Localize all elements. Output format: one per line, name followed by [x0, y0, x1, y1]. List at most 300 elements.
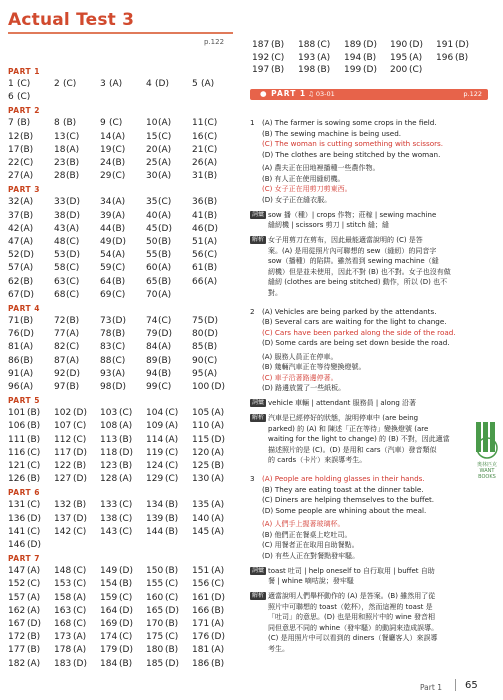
- answer-choice: (A): [112, 131, 126, 142]
- question-number: 189: [344, 40, 362, 50]
- question-number: 112: [54, 434, 72, 445]
- explanation-line: 描述照片的是 (C)。(D) 是用和 cars（汽車）發音類似: [268, 445, 437, 454]
- answer-choice: (A): [73, 632, 87, 643]
- answer-key-panel: [0, 0, 245, 700]
- question-number: 109: [146, 421, 164, 432]
- answer-choice: (A): [165, 434, 179, 445]
- answer-choice: (B): [27, 474, 41, 485]
- question-number: 187: [252, 40, 270, 50]
- answer-choice: (C): [112, 342, 126, 353]
- answer-choice: (C): [165, 474, 179, 485]
- question-number: 53: [54, 250, 66, 261]
- answer-choice: (B): [455, 52, 469, 63]
- question-number: 140: [192, 513, 210, 524]
- answer-choice: (B): [27, 434, 41, 445]
- answer-choice: (D): [112, 237, 126, 247]
- answer-choice: (D): [27, 619, 41, 629]
- question-number: 150: [146, 566, 164, 577]
- question-number: 42: [8, 223, 20, 234]
- answer-choice: (C): [27, 526, 41, 537]
- question-number: 88: [100, 355, 112, 366]
- question-number: 128: [100, 474, 118, 485]
- question-number: 97: [54, 382, 66, 392]
- answer-choice: (A): [158, 210, 172, 221]
- explanation-line: 女子用剪刀在剪布，因此最能適當說明的 (C) 是答: [268, 236, 423, 244]
- question-number: 90: [192, 355, 204, 366]
- question-number: 43: [54, 223, 66, 234]
- option-line: (D) Some cards are being set down beside the road.: [262, 338, 450, 348]
- answer-choice: (B): [20, 131, 34, 142]
- answer-choice: (C): [66, 131, 80, 142]
- explanation-line: 對。: [268, 288, 282, 297]
- answer-choice: (C): [66, 276, 80, 287]
- answer-choice: (C): [112, 355, 126, 366]
- question-number: 135: [192, 500, 210, 511]
- answer-choice: (D): [119, 566, 133, 577]
- answer-choice: (D): [66, 368, 80, 379]
- answer-choice: (C): [409, 65, 423, 75]
- answer-choice: (B): [119, 658, 133, 669]
- answer-choice: (C): [63, 79, 77, 89]
- explanation-line: parked) 的 (A) 和 陳述「正在等待」變換燈號 (are: [268, 424, 429, 433]
- question-number: 59: [100, 263, 112, 274]
- answer-choice: (D): [211, 434, 225, 445]
- explanation-line: 照片中可聯想的 toast（乾杯），然而這裡的 toast 是: [268, 602, 433, 611]
- question-number: 69: [100, 289, 112, 300]
- answer-choice: (C): [66, 263, 80, 274]
- question-number: 16: [192, 131, 204, 142]
- answer-choice: (C): [27, 461, 41, 471]
- question-number: 137: [54, 513, 72, 524]
- question-number: 46: [192, 223, 204, 234]
- option-line: (D) The clothes are being stitched by the woman.: [262, 149, 441, 159]
- answer-choice: (B): [158, 250, 172, 261]
- option-line: (B) 幾輛汽車正在等待變換燈號。: [262, 363, 366, 372]
- question-number: 75: [192, 316, 204, 326]
- answer-choice: (A): [158, 144, 172, 155]
- question-number: 131: [8, 500, 26, 511]
- question-number: 38: [54, 210, 66, 221]
- question-number: 116: [8, 447, 26, 458]
- answer-choice: (D): [73, 474, 87, 485]
- question-number: 2: [54, 79, 60, 89]
- answer-choice: (C): [158, 131, 172, 142]
- question-number: 76: [8, 329, 20, 340]
- answer-choice: (C): [204, 131, 218, 142]
- question-number: 164: [100, 605, 118, 616]
- question-number: 13: [54, 131, 66, 142]
- answer-choice: (C): [66, 342, 80, 353]
- explanation-line: waiting for the light to change) 的 (B) 不對，因此適當: [268, 435, 450, 443]
- explanation-line: 適當說明人們舉杯動作的 (A) 是答案。(B) 雖然用了從: [268, 592, 436, 600]
- answer-choice: (C): [17, 92, 31, 103]
- answer-choice: (C): [211, 579, 225, 590]
- question-number: 37: [8, 210, 20, 221]
- answer-choice: (B): [211, 605, 225, 616]
- answer-choice: (D): [73, 513, 87, 524]
- answer-choice: (C): [66, 289, 80, 300]
- question-number: 7: [8, 118, 14, 129]
- part-heading: PART 5: [8, 396, 40, 406]
- answer-choice: (A): [20, 237, 34, 247]
- answer-choice: (B): [158, 355, 172, 366]
- answer-choice: (D): [204, 223, 218, 234]
- question-number: 148: [54, 566, 72, 577]
- question-number: 160: [146, 592, 164, 603]
- answer-choice: (D): [27, 513, 41, 524]
- explanation-line: 考生。: [268, 644, 289, 653]
- answer-choice: (C): [158, 197, 172, 208]
- question-number: 92: [54, 368, 66, 379]
- answer-choice: (D): [66, 197, 80, 208]
- explanation-tag: 解析: [252, 236, 265, 243]
- answer-choice: (B): [204, 210, 218, 221]
- question-number: 11: [192, 118, 204, 129]
- option-line: (A) The farmer is sowing some crops in the field.: [262, 118, 437, 127]
- question-number: 156: [192, 579, 210, 590]
- answer-choice: (C): [112, 289, 126, 300]
- answer-choice: (D): [119, 447, 133, 458]
- question-number: 111: [8, 434, 26, 445]
- question-number: 185: [146, 658, 164, 669]
- answer-choice: (B): [165, 619, 179, 629]
- question-number: 74: [146, 316, 158, 326]
- question-number: 77: [54, 329, 66, 340]
- answer-choice: (B): [63, 118, 77, 129]
- question-number: 50: [146, 237, 158, 247]
- answer-choice: (B): [73, 461, 87, 471]
- question-number: 114: [146, 434, 164, 445]
- explanation-line: (C) 是用照片中可以看到的 diners（餐廳客人）來誤導: [268, 634, 438, 642]
- question-number: 62: [8, 276, 20, 287]
- answer-choice: (A): [211, 645, 225, 656]
- question-number: 194: [344, 52, 362, 63]
- question-number: 55: [146, 250, 158, 261]
- question-number: 83: [100, 342, 112, 353]
- question-number: 47: [8, 237, 20, 247]
- answer-choice: (D): [27, 540, 41, 550]
- question-number: 182: [8, 658, 26, 669]
- answer-choice: (A): [211, 526, 225, 537]
- answer-choice: (C): [204, 144, 218, 155]
- answer-choice: (B): [204, 263, 218, 274]
- answer-choice: (B): [27, 408, 41, 419]
- question-number: 15: [146, 131, 158, 142]
- question-number: 123: [100, 461, 118, 471]
- question-number: 91: [8, 368, 20, 379]
- question-number: 127: [54, 474, 72, 485]
- answer-choice: (A): [73, 592, 87, 603]
- answer-choice: (A): [211, 408, 225, 419]
- answer-choice: (A): [211, 447, 225, 458]
- question-number: 84: [146, 342, 158, 353]
- question-number: 9: [100, 118, 106, 129]
- question-number: 178: [54, 645, 72, 656]
- question-number: 45: [146, 223, 158, 234]
- answer-choice: (C): [204, 355, 218, 366]
- answer-choice: (B): [66, 382, 80, 392]
- answer-choice: (C): [109, 118, 123, 129]
- answer-choice: (B): [204, 342, 218, 353]
- question-number: 36: [192, 197, 204, 208]
- question-number: 145: [192, 526, 210, 537]
- question-number: 118: [100, 447, 118, 458]
- answer-choice: (D): [211, 382, 225, 392]
- answer-choice: (A): [211, 500, 225, 511]
- question-number: 157: [8, 592, 26, 603]
- explanation-line: 汽車是已經停好的狀態，說明停車中 (are being: [268, 414, 419, 422]
- answer-choice: (B): [165, 500, 179, 511]
- footer-divider: [455, 679, 456, 691]
- question-number: 188: [298, 40, 316, 50]
- question-number: 200: [390, 65, 408, 75]
- answer-choice: (A): [66, 223, 80, 234]
- question-number: 44: [100, 223, 112, 234]
- question-number: 180: [146, 645, 164, 656]
- vocabulary-line: 縫紉機 | scissors 剪刀 | stitch 縫；縫: [268, 221, 389, 230]
- question-number: 198: [298, 65, 316, 75]
- answer-choice: (D): [211, 632, 225, 643]
- answer-choice: (B): [317, 65, 331, 75]
- vocabulary-line: toast 吐司 | help oneself to 自行取用 | buffet 自助: [268, 566, 435, 575]
- answer-choice: (C): [271, 52, 285, 63]
- question-number: 10: [146, 118, 158, 129]
- answer-choice: (C): [73, 619, 87, 629]
- answer-choice: (B): [165, 566, 179, 577]
- answer-choice: (D): [119, 645, 133, 656]
- answer-choice: (C): [158, 316, 172, 326]
- answer-choice: (B): [158, 276, 172, 287]
- question-number: 117: [54, 447, 72, 458]
- question-number: 100: [192, 382, 210, 392]
- library-logo-icon: [474, 418, 500, 460]
- answer-choice: (C): [66, 237, 80, 247]
- question-number: 165: [146, 605, 164, 616]
- answer-choice: (A): [27, 658, 41, 669]
- answer-choice: (A): [112, 210, 126, 221]
- answer-choice: (B): [158, 368, 172, 379]
- answer-choice: (A): [158, 289, 172, 300]
- answer-choice: (C): [73, 605, 87, 616]
- answer-choice: (A): [27, 592, 41, 603]
- answer-choice: (C): [119, 592, 133, 603]
- question-number: 186: [192, 658, 210, 669]
- explanation-line: 的 cards（卡片）來誤導考生。: [268, 456, 367, 464]
- option-line: (D) 女子正在縫衣服。: [262, 195, 332, 204]
- answer-choice: (B): [165, 526, 179, 537]
- option-line: (B) 有人正在使用縫紉機。: [262, 174, 345, 183]
- question-number: 163: [54, 605, 72, 616]
- answer-choice: (B): [20, 316, 34, 326]
- question-number: 177: [8, 645, 26, 656]
- answer-choice: (C): [165, 579, 179, 590]
- answer-choice: (A): [409, 52, 423, 63]
- question-number: 121: [8, 461, 26, 471]
- part1-label: ● PART 1: [260, 89, 307, 98]
- option-line: (A) Vehicles are being parked by the attendants.: [262, 306, 437, 316]
- question-number: 179: [100, 645, 118, 656]
- answer-choice: (D): [211, 592, 225, 603]
- question-number: 24: [100, 158, 112, 168]
- answer-choice: (A): [20, 382, 34, 392]
- explanation-tag: 解析: [252, 592, 265, 599]
- answer-choice: (D): [409, 40, 423, 50]
- question-number: 87: [54, 355, 66, 366]
- question-number: 151: [192, 566, 210, 577]
- title-underline: [8, 32, 233, 34]
- answer-choice: (A): [112, 368, 126, 379]
- answer-choice: (A): [112, 250, 126, 261]
- answer-choice: (A): [158, 263, 172, 274]
- part-heading: PART 2: [8, 106, 40, 116]
- answer-choice: (D): [73, 408, 87, 419]
- answer-choice: (C): [112, 171, 126, 182]
- question-number: 95: [192, 368, 204, 379]
- question-number: 25: [146, 158, 158, 168]
- question-number: 193: [298, 52, 316, 63]
- answer-choice: (A): [158, 171, 172, 182]
- question-number: 48: [54, 237, 66, 247]
- question-number: 4: [146, 79, 152, 89]
- question-number: 192: [252, 52, 270, 63]
- question-number: 125: [192, 461, 210, 471]
- answer-choice: (B): [211, 461, 225, 471]
- answer-choice: (B): [271, 40, 285, 50]
- answer-choice: (A): [165, 421, 179, 432]
- answer-choice: (B): [112, 276, 126, 287]
- option-line: (A) 服務人員正在停車。: [262, 352, 338, 361]
- question-number: 30: [146, 171, 158, 182]
- page-number: 65: [465, 680, 478, 691]
- answer-choice: (B): [119, 434, 133, 445]
- question-number: 197: [252, 65, 270, 75]
- question-number: 14: [100, 131, 112, 142]
- answer-choice: (B): [20, 144, 34, 155]
- answer-choice: (A): [158, 118, 172, 129]
- question-number: 96: [8, 382, 20, 392]
- answer-choice: (C): [27, 447, 41, 458]
- answer-choice: (A): [20, 263, 34, 274]
- question-number: 199: [344, 65, 362, 75]
- answer-choice: (B): [211, 658, 225, 669]
- part-heading: PART 1: [8, 67, 40, 76]
- explanation-line: sow（播種）的陷阱。雖然看到 sewing machine（縫: [268, 257, 439, 265]
- question-number: 2: [250, 306, 255, 316]
- answer-choice: (C): [119, 500, 133, 511]
- question-number: 184: [100, 658, 118, 669]
- answer-choice: (C): [119, 632, 133, 643]
- question-number: 102: [54, 408, 72, 419]
- part-heading: PART 6: [8, 488, 40, 498]
- question-number: 63: [54, 276, 66, 287]
- answer-choice: (C): [165, 632, 179, 643]
- answer-choice: (C): [112, 263, 126, 274]
- answer-choice: (B): [204, 171, 218, 182]
- question-number: 108: [100, 421, 118, 432]
- answer-choice: (D): [363, 40, 377, 50]
- question-number: 103: [100, 408, 118, 419]
- answer-choice: (B): [271, 65, 285, 75]
- option-line: (B) 他們正在餐桌上吃吐司。: [262, 530, 352, 539]
- answer-choice: (A): [66, 355, 80, 366]
- answer-choice: (D): [66, 210, 80, 221]
- question-number: 153: [54, 579, 72, 590]
- question-number: 190: [390, 40, 408, 50]
- answer-choice: (C): [27, 500, 41, 511]
- audio-track-label: ♫ 03-01: [308, 90, 335, 98]
- question-number: 105: [192, 408, 210, 419]
- option-line: (D) Some people are whining about the meal.: [262, 505, 427, 515]
- answer-choice: (A): [204, 276, 218, 287]
- answer-choice: (D): [165, 658, 179, 669]
- question-number: 141: [8, 526, 26, 537]
- question-number: 66: [192, 276, 204, 287]
- question-number: 51: [192, 237, 204, 247]
- answer-choice: (C): [317, 40, 331, 50]
- answer-choice: (A): [66, 329, 80, 340]
- answer-choice: (C): [204, 118, 218, 129]
- question-number: 68: [54, 289, 66, 300]
- question-number: 166: [192, 605, 210, 616]
- answer-choice: (C): [20, 158, 34, 168]
- question-number: 1: [8, 79, 14, 89]
- option-line: (B) The sewing machine is being used.: [262, 128, 402, 138]
- answer-choice: (A): [201, 79, 215, 89]
- question-number: 49: [100, 237, 112, 247]
- question-number: 106: [8, 421, 26, 432]
- question-number: 27: [8, 171, 20, 182]
- page-reference: p.122: [204, 38, 225, 46]
- question-number: 67: [8, 289, 20, 300]
- question-number: 191: [436, 40, 454, 50]
- answer-choice: (C): [165, 461, 179, 471]
- question-number: 19: [100, 144, 112, 155]
- question-number: 1: [250, 118, 255, 127]
- vocabulary-line: 餐 | whine 嘀咕說；發牢騷: [268, 577, 354, 586]
- answer-choice: (C): [73, 566, 87, 577]
- question-number: 39: [100, 210, 112, 221]
- option-line: (A) 農夫正在田地裡播種一些農作物。: [262, 164, 380, 172]
- answer-choice: (B): [20, 276, 34, 287]
- answer-choice: (D): [119, 605, 133, 616]
- footer-part-label: Part 1: [420, 683, 442, 692]
- answer-choice: (A): [27, 605, 41, 616]
- question-number: 120: [192, 447, 210, 458]
- question-number: 99: [146, 382, 158, 392]
- question-number: 85: [192, 342, 204, 353]
- answer-choice: (B): [27, 421, 41, 432]
- answer-choice: (C): [73, 421, 87, 432]
- question-number: 31: [192, 171, 204, 182]
- library-stamp: [472, 418, 502, 488]
- answer-choice: (D): [119, 619, 133, 629]
- answer-choice: (A): [211, 474, 225, 485]
- answer-choice: (D): [73, 658, 87, 669]
- question-number: 142: [54, 526, 72, 537]
- option-line: (C) Diners are helping themselves to the buffet.: [262, 495, 435, 504]
- correct-answer-line: (A) People are holding glasses in their hands.: [262, 474, 425, 483]
- question-number: 152: [8, 579, 26, 590]
- answer-choice: (D): [165, 605, 179, 616]
- question-number: 73: [100, 316, 112, 326]
- answer-choice: (D): [455, 40, 469, 50]
- answer-choice: (A): [109, 79, 123, 89]
- question-number: 18: [54, 144, 66, 155]
- answer-choice: (D): [73, 447, 87, 458]
- answer-choice: (B): [158, 237, 172, 247]
- answer-choice: (B): [20, 210, 34, 221]
- question-number: 161: [192, 592, 210, 603]
